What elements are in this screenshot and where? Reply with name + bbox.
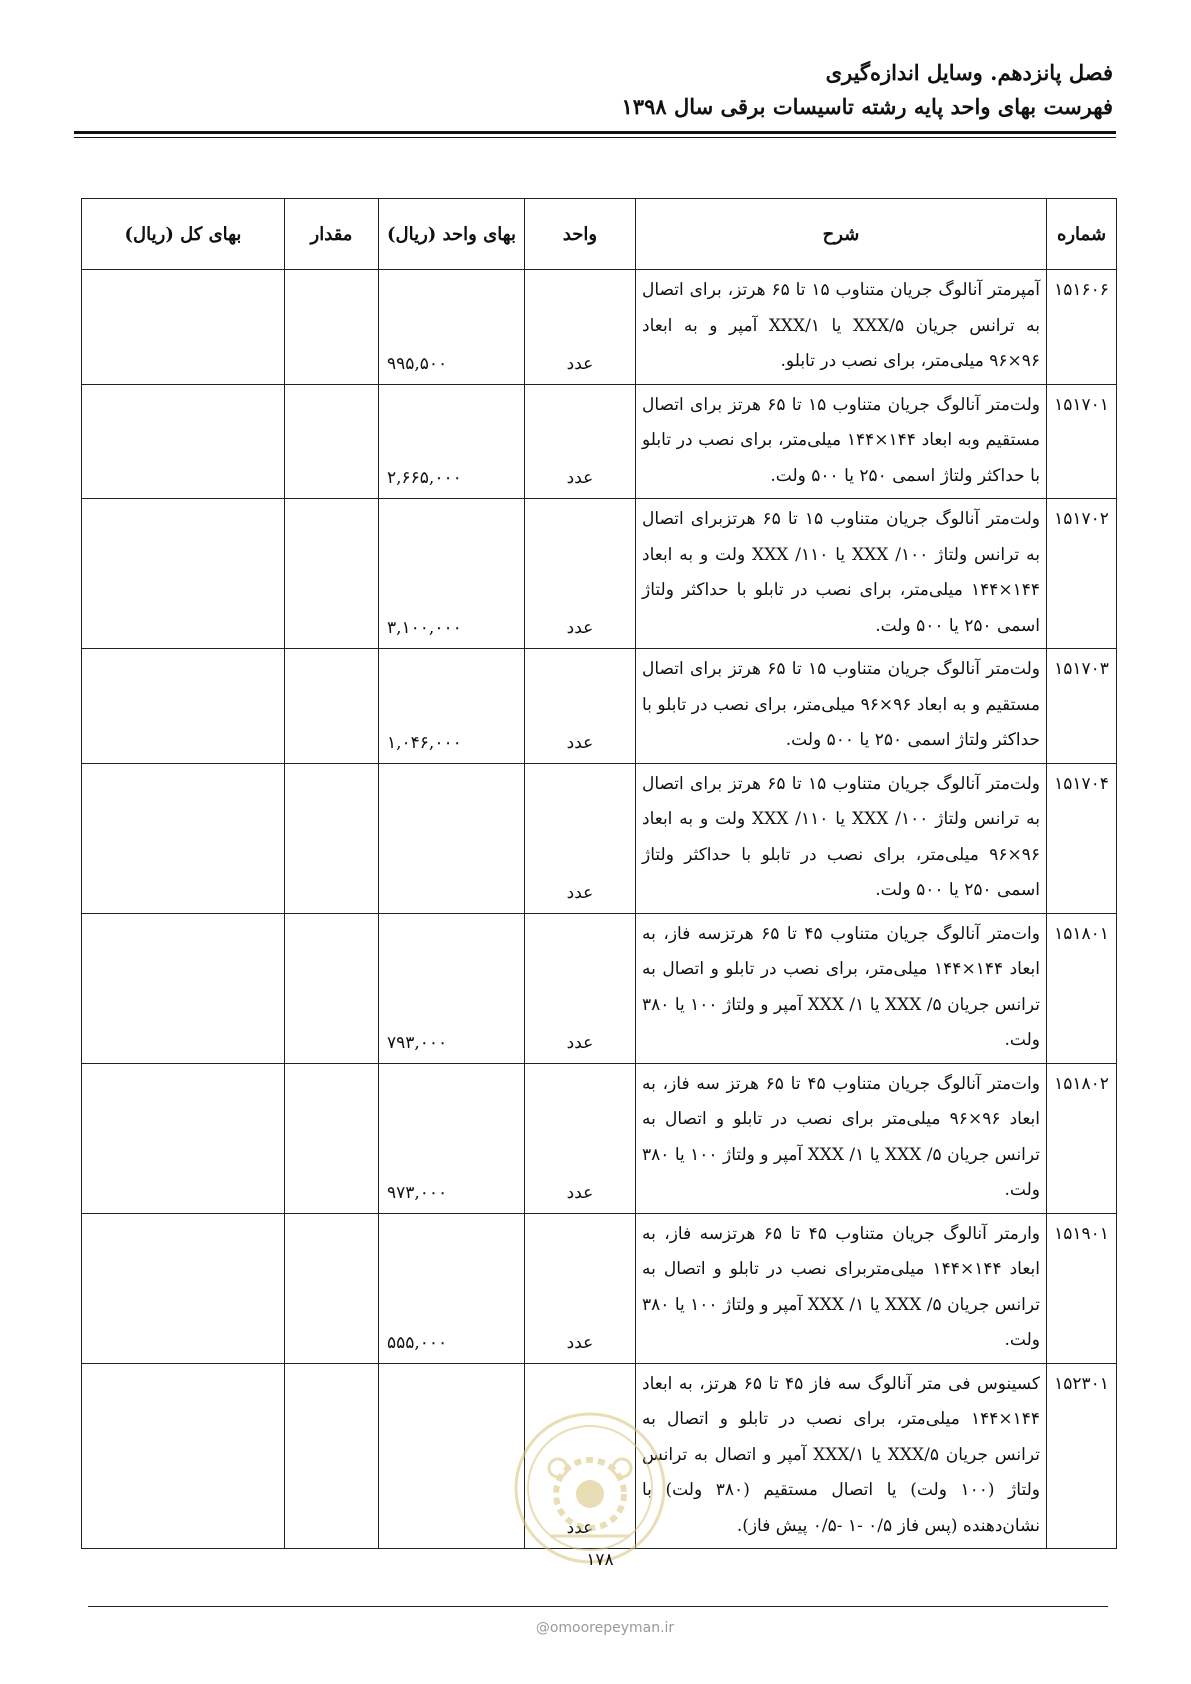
item-unit-price: ۹۹۵,۵۰۰ [379,270,525,385]
item-description: ولت‌متر آنالوگ جریان متناوب ۱۵ تا ۶۵ هرتز برای اتصال مستقیم و به ابعاد ۹۶×۹۶ میلی‌متر، برای نصب در تابلو با حداکثر ولتاژ اسمی ۲۵۰ یا ۵۰۰ ولت. [636,649,1047,764]
item-description: وات‌متر آنالوگ جریان متناوب ۴۵ تا ۶۵ هرتزسه فاز، به ابعاد ۱۴۴×۱۴۴ میلی‌متر، برای نصب در تابلو و اتصال به ترانس جریان ۵/ XXX یا ۱/ XXX آمپر و ولتاژ ۱۰۰ یا ۳۸۰ ولت. [636,913,1047,1063]
table-row [82,1063,1117,1213]
page-header [73,56,1113,124]
header-rule-thick [74,131,1116,134]
item-number: ۱۵۱۷۰۱ [1047,384,1117,499]
page-subtitle: فهرست بهای واحد پایه رشته تاسیسات برقی سال ۱۳۹۸ [621,94,1113,119]
col-header-unit-price: بهای واحد (ریال) [379,199,525,270]
table-row [82,763,1117,913]
seal-watermark-icon [510,1408,670,1568]
col-header-number: شماره [1047,199,1117,270]
item-total-price [82,384,285,499]
chapter-title: فصل پانزدهم. وسایل اندازه‌گیری [825,60,1113,85]
item-description: آمپرمتر آنالوگ جریان متناوب ۱۵ تا ۶۵ هرتز، برای اتصال به ترانس جریان XXX/۵ یا XXX/۱ آمپر و به ابعاد ۹۶×۹۶ میلی‌متر، برای نصب در تابلو. [636,270,1047,385]
item-unit-price: ۹۷۳,۰۰۰ [379,1063,525,1213]
item-quantity [285,1213,379,1363]
item-total-price [82,763,285,913]
item-total-price [82,499,285,649]
table-header-row [82,199,1117,270]
item-unit: عدد [525,384,636,499]
col-header-quantity: مقدار [285,199,379,270]
header-rule-thin [74,137,1116,138]
item-description: کسینوس فی متر آنالوگ سه فاز ۴۵ تا ۶۵ هرتز، به ابعاد ۱۴۴×۱۴۴ میلی‌متر، برای نصب در تابلو و اتصال به ترانس جریان XXX/۵ یا XXX/۱ آمپر و اتصال به ترانس ولتاژ (۱۰۰ ولت) یا اتصال مستقیم (۳۸۰ ولت) با نشان‌دهنده (پس فاز ۰/۵ -۱ -۰/۵ پیش فاز). [636,1363,1047,1549]
footer-rule [88,1606,1108,1607]
item-unit: عدد [525,913,636,1063]
price-table [81,198,1117,1549]
table-row [82,1213,1117,1363]
item-quantity [285,763,379,913]
item-unit-price: ۳,۱۰۰,۰۰۰ [379,499,525,649]
item-quantity [285,384,379,499]
item-number: ۱۵۱۷۰۲ [1047,499,1117,649]
item-number: ۱۵۲۳۰۱ [1047,1363,1117,1549]
table-row [82,270,1117,385]
item-unit: عدد [525,1213,636,1363]
item-total-price [82,1063,285,1213]
item-quantity [285,1063,379,1213]
col-header-unit: واحد [525,199,636,270]
item-number: ۱۵۱۶۰۶ [1047,270,1117,385]
col-header-description: شرح [636,199,1047,270]
item-unit: عدد [525,649,636,764]
item-unit-price [379,1363,525,1549]
item-unit: عدد [525,270,636,385]
item-total-price [82,1213,285,1363]
item-unit-price: ۵۵۵,۰۰۰ [379,1213,525,1363]
item-description: ولت‌متر آنالوگ جریان متناوب ۱۵ تا ۶۵ هرتزبرای اتصال به ترانس ولتاژ ۱۰۰/ XXX یا ۱۱۰/ XXX ولت و به ابعاد ۱۴۴×۱۴۴ میلی‌متر، برای نصب در تابلو با حداکثر ولتاژ اسمی ۲۵۰ یا ۵۰۰ ولت. [636,499,1047,649]
col-header-total-price: بهای کل (ریال) [82,199,285,270]
item-total-price [82,1363,285,1549]
item-unit-price: ۷۹۳,۰۰۰ [379,913,525,1063]
item-number: ۱۵۱۷۰۴ [1047,763,1117,913]
item-total-price [82,649,285,764]
site-watermark-text: @omoorepeyman.ir [535,1620,675,1636]
item-unit: عدد [525,1363,636,1549]
item-total-price [82,270,285,385]
page-number: ۱۷۸ [586,1550,614,1570]
item-description: ولت‌متر آنالوگ جریان متناوب ۱۵ تا ۶۵ هرتز برای اتصال مستقیم وبه ابعاد ۱۴۴×۱۴۴ میلی‌متر، برای نصب در تابلو با حداکثر ولتاژ اسمی ۲۵۰ یا ۵۰۰ ولت. [636,384,1047,499]
table-row [82,384,1117,499]
item-number: ۱۵۱۷۰۳ [1047,649,1117,764]
item-quantity [285,270,379,385]
item-description: ولت‌متر آنالوگ جریان متناوب ۱۵ تا ۶۵ هرتز برای اتصال به ترانس ولتاژ ۱۰۰/ XXX یا ۱۱۰/ XXX ولت و به ابعاد ۹۶×۹۶ میلی‌متر، برای نصب در تابلو با حداکثر ولتاژ اسمی ۲۵۰ یا ۵۰۰ ولت. [636,763,1047,913]
item-number: ۱۵۱۸۰۲ [1047,1063,1117,1213]
item-unit-price: ۲,۶۶۵,۰۰۰ [379,384,525,499]
item-description: وات‌متر آنالوگ جریان متناوب ۴۵ تا ۶۵ هرتز سه فاز، به ابعاد ۹۶×۹۶ میلی‌متر برای نصب در تابلو و اتصال به ترانس جریان ۵/ XXX یا ۱/ XXX آمپر و ولتاژ ۱۰۰ یا ۳۸۰ ولت. [636,1063,1047,1213]
item-unit: عدد [525,499,636,649]
item-quantity [285,913,379,1063]
item-unit: عدد [525,1063,636,1213]
table-row [82,913,1117,1063]
table-row [82,499,1117,649]
table-row [82,649,1117,764]
item-description: وارمتر آنالوگ جریان متناوب ۴۵ تا ۶۵ هرتزسه فاز، به ابعاد ۱۴۴×۱۴۴ میلی‌متربرای نصب در تابلو و اتصال به ترانس جریان ۵/ XXX یا ۱/ XXX آمپر و ولتاژ ۱۰۰ یا ۳۸۰ ولت. [636,1213,1047,1363]
item-number: ۱۵۱۸۰۱ [1047,913,1117,1063]
item-total-price [82,913,285,1063]
item-unit: عدد [525,763,636,913]
item-quantity [285,499,379,649]
item-quantity [285,1363,379,1549]
item-unit-price: ۱,۰۴۶,۰۰۰ [379,649,525,764]
item-number: ۱۵۱۹۰۱ [1047,1213,1117,1363]
item-quantity [285,649,379,764]
item-unit-price [379,763,525,913]
